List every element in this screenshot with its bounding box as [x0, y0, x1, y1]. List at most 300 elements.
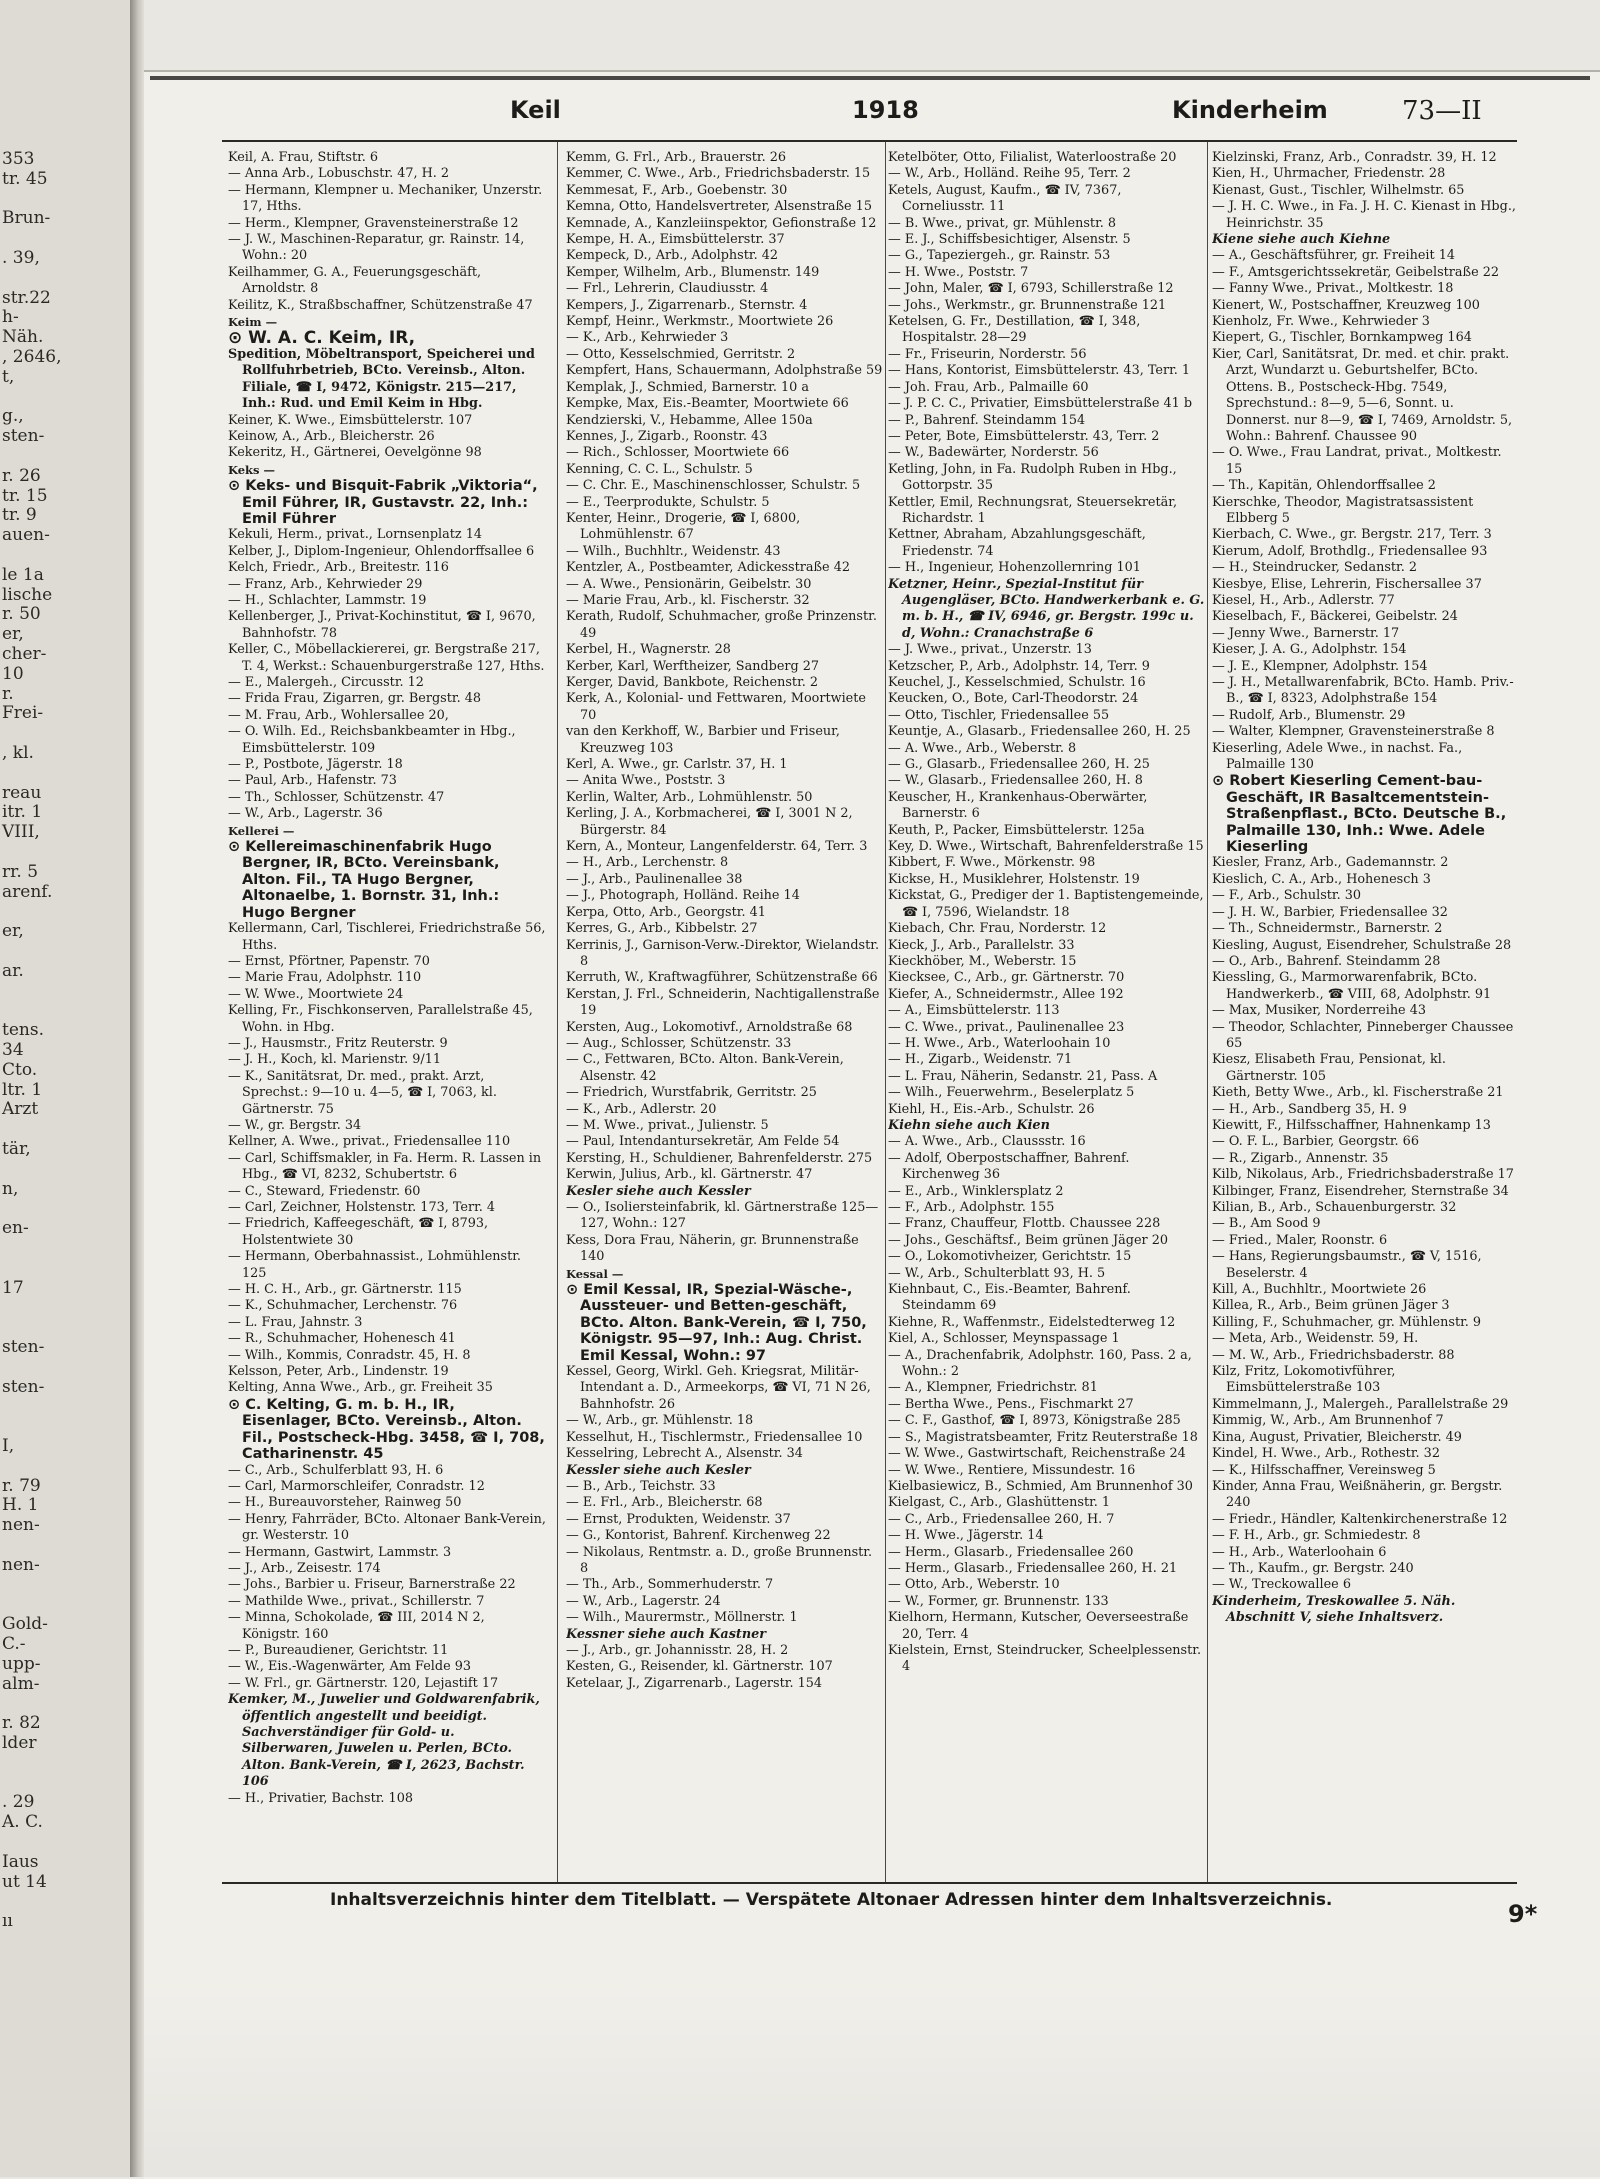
directory-entry: Kemplak, J., Schmied, Barnerstr. 10 a	[566, 379, 809, 395]
directory-entry: ⊙ Keks- und Bisquit-Fabrik „Viktoria“, Emil Führer, IR, Gustavstr. 22, Inh.: Emil Führer	[228, 478, 538, 527]
directory-entry: — A. Wwe., Pensionärin, Geibelstr. 30	[566, 576, 812, 592]
directory-entry: — F. H., Arb., gr. Schmiedestr. 8	[1212, 1528, 1421, 1544]
column-3	[888, 150, 1208, 1880]
directory-entry: Ketling, John, in Fa. Rudolph Ruben in Hbg., Gottorpstr. 35	[888, 461, 1177, 494]
header-page-number: 73—II	[1402, 96, 1482, 126]
directory-entry: — F., Arb., Adolphstr. 155	[888, 1200, 1055, 1215]
directory-entry: Kempeck, D., Arb., Adolphstr. 42	[566, 248, 779, 264]
directory-entry: — Joh. Frau, Arb., Palmaille 60	[888, 379, 1089, 395]
directory-entry: — H., Ingenieur, Hohenzollernring 101	[888, 560, 1141, 576]
directory-entry: — W., Eis.-Wagenwärter, Am Felde 93	[228, 1659, 472, 1675]
directory-entry: — Hermann, Oberbahnassist., Lohmühlenstr. 125	[228, 1249, 522, 1281]
directory-entry: Kiesel, H., Arb., Adlerstr. 77	[1212, 592, 1395, 608]
directory-entry: — Paul, Intendantursekretär, Am Felde 54	[566, 1134, 840, 1150]
directory-entry: — A. Wwe., Arb., Claussstr. 16	[888, 1134, 1086, 1150]
directory-entry: Kendzierski, V., Hebamme, Allee 150a	[566, 412, 813, 428]
directory-entry: — Th., Schlosser, Schützenstr. 47	[228, 789, 445, 805]
directory-entry: — Friedrich, Kaffeegeschäft, ☎ I, 8793, Holstentwiete 30	[228, 1216, 489, 1248]
directory-entry: Kemm, G. Frl., Arb., Brauerstr. 26	[566, 150, 787, 165]
directory-entry: Keinow, A., Arb., Bleicherstr. 26	[228, 428, 435, 444]
directory-entry: Keuscher, H., Krankenhaus-Oberwärter, Barnerstr. 6	[888, 789, 1148, 822]
directory-entry: — W., Arb., gr. Mühlenstr. 18	[566, 1413, 754, 1429]
directory-entry: Kiewitt, F., Hilfsschaffner, Hahnenkamp 13	[1212, 1117, 1491, 1133]
directory-entry: — Th., Arb., Sommerhuderstr. 7	[566, 1577, 774, 1593]
directory-entry: Kerger, David, Bankbote, Reichenstr. 2	[566, 675, 819, 690]
adjacent-page-fragment: Gold-	[2, 1614, 48, 1635]
directory-entry: Ketels, August, Kaufm., ☎ IV, 7367, Corneliusstr. 11	[888, 182, 1122, 215]
adjacent-page-fragment: sten-	[2, 1376, 45, 1397]
directory-entry: Kerruth, W., Kraftwagführer, Schützenstraße 66	[566, 970, 878, 986]
directory-entry: Spedition, Möbeltransport, Speicherei und Rollfuhrbetrieb, BCto. Vereinsb., Alton. Filiale, ☎ I, 9472, Königstr. 215—217, Inh.: Rud. und Emil Keim in Hbg.	[228, 346, 536, 412]
adjacent-page-fragment: . 39,	[2, 248, 40, 268]
directory-entry: — C., Steward, Friedenstr. 60	[228, 1183, 421, 1199]
directory-entry: — J. E., Klempner, Adolphstr. 154	[1212, 658, 1428, 674]
directory-entry: Kinderheim, Treskowallee 5. Näh. Abschnitt V, siehe Inhaltsverz.	[1212, 1593, 1456, 1626]
directory-entry: Keucken, O., Bote, Carl-Theodorstr. 24	[888, 691, 1139, 707]
directory-entry: Kerl, A. Wwe., gr. Carlstr. 37, H. 1	[566, 757, 788, 773]
directory-entry: — B. Wwe., privat, gr. Mühlenstr. 8	[888, 215, 1117, 231]
directory-entry: Kerres, G., Arb., Kibbelstr. 27	[566, 921, 758, 937]
directory-entry: — G., Tapeziergeh., gr. Rainstr. 53	[888, 248, 1111, 264]
directory-entry: — Th., Schneidermstr., Barnerstr. 2	[1212, 921, 1443, 937]
directory-entry: Kiebach, Chr. Frau, Norderstr. 12	[888, 921, 1107, 937]
directory-entry: — Friedr., Händler, Kaltenkirchenerstraße 12	[1212, 1511, 1508, 1527]
directory-entry: — Hermann, Gastwirt, Lammstr. 3	[228, 1544, 452, 1560]
directory-entry: Kiesz, Elisabeth Frau, Pensionat, kl. Gärtnerstr. 105	[1212, 1052, 1446, 1084]
directory-entry: Kieser, J. A. G., Adolphstr. 154	[1212, 642, 1407, 658]
directory-entry: — W., Arb., Lagerstr. 36	[228, 806, 383, 822]
adjacent-page-fragment: upp-	[2, 1653, 41, 1674]
directory-entry: — Otto, Arb., Weberstr. 10	[888, 1577, 1060, 1593]
directory-entry: — Ernst, Produkten, Weidenstr. 37	[566, 1511, 791, 1527]
directory-entry: — Carl, Schiffsmakler, in Fa. Herm. R. Lassen in Hbg., ☎ VI, 8232, Schubertstr. 6	[228, 1150, 542, 1183]
directory-entry: Kieth, Betty Wwe., Arb., kl. Fischerstraße 21	[1212, 1085, 1504, 1101]
directory-entry: Kemmer, C. Wwe., Arb., Friedrichsbaderstr. 15	[566, 166, 871, 182]
directory-entry: — O., Isoliersteinfabrik, kl. Gärtnerstraße 125—127, Wohn.: 127	[566, 1200, 879, 1232]
directory-entry: — Peter, Bote, Eimsbüttelerstr. 43, Terr. 2	[888, 428, 1160, 444]
directory-entry: Ketelaar, J., Zigarrenarb., Lagerstr. 154	[566, 1675, 823, 1691]
directory-entry: Kelting, Anna Wwe., Arb., gr. Freiheit 35	[228, 1380, 493, 1396]
directory-entry: Kerlin, Walter, Arb., Lohmühlenstr. 50	[566, 789, 813, 805]
directory-entry: ⊙ Robert Kieserling Cement-bau-Geschäft, IR Basaltcementstein-Straßenpflast., BCto. Deutsche B., Palmaille 130, Inh.: Wwe. Adele Kieserling	[1212, 773, 1507, 856]
directory-entry: Kiesbye, Elise, Lehrerin, Fischersallee 37	[1212, 576, 1482, 592]
footer-rule	[222, 1882, 1517, 1884]
directory-entry: — W., Arb., Holländ. Reihe 95, Terr. 2	[888, 166, 1131, 182]
header-last-entry: Kinderheim	[1172, 96, 1328, 124]
adjacent-page-fragment: cher-	[2, 644, 47, 664]
directory-entry: — J. H. W., Barbier, Friedensallee 32	[1212, 904, 1448, 920]
directory-entry: — Johs., Geschäftsf., Beim grünen Jäger 20	[888, 1232, 1168, 1248]
directory-entry: Kienert, W., Postschaffner, Kreuzweg 100	[1212, 297, 1480, 313]
directory-entry: Keks —	[228, 462, 276, 477]
directory-entry: — F., Arb., Schulstr. 30	[1212, 888, 1362, 904]
directory-entry: Keuchel, J., Kesselschmied, Schulstr. 16	[888, 675, 1146, 690]
directory-entry: Kiel, A., Schlosser, Meynspassage 1	[888, 1331, 1120, 1347]
directory-entry: Kimmig, W., Arb., Am Brunnenhof 7	[1212, 1413, 1444, 1429]
directory-entry: — O. Wwe., Frau Landrat, privat., Moltkestr. 15	[1212, 445, 1502, 477]
directory-entry: Kenning, C. C. L., Schulstr. 5	[566, 461, 753, 477]
directory-entry: — F., Amtsgerichtssekretär, Geibelstraße 22	[1212, 264, 1500, 280]
directory-entry: Kier, Carl, Sanitätsrat, Dr. med. et chir. prakt. Arzt, Wundarzt u. Geburtshelfer, BCto. Ottens. B., Postscheck-Hbg. 7549, Sprechstund.: 8—9, 5—6, Sonnt. u. Donnerst. nur 8—9, ☎ I, 7469, Arnoldstr. 5, Wohn.: Bahrenf. Chaussee 90	[1212, 346, 1513, 444]
adjacent-page-fragment: g.,	[2, 406, 24, 427]
directory-entry: Kekeritz, H., Gärtnerei, Oevelgönne 98	[228, 445, 482, 461]
adjacent-page-fragment: tär,	[2, 1139, 31, 1159]
adjacent-page-fragment: er,	[2, 921, 24, 942]
directory-entry: — Herm., Glasarb., Friedensallee 260	[888, 1544, 1134, 1560]
directory-entry: Keilhammer, G. A., Feuerungsgeschäft, Arnoldstr. 8	[228, 264, 482, 297]
adjacent-page-strip	[0, 0, 130, 2177]
directory-entry: — J., Arb., gr. Johannisstr. 28, H. 2	[566, 1642, 789, 1658]
directory-entry: — H., Schlachter, Lammstr. 19	[228, 592, 427, 608]
directory-entry: Kielgast, C., Arb., Glashüttenstr. 1	[888, 1495, 1111, 1511]
directory-entry: — E. J., Schiffsbesichtiger, Alsenstr. 5	[888, 232, 1131, 248]
directory-entry: — R., Zigarb., Annenstr. 35	[1212, 1150, 1389, 1166]
directory-entry: Keiner, K. Wwe., Eimsbüttelerstr. 107	[228, 412, 473, 428]
directory-entry: — H., Steindrucker, Sedanstr. 2	[1212, 560, 1418, 576]
directory-entry: — Hans, Kontorist, Eimsbüttelerstr. 43, Terr. 1	[888, 363, 1191, 379]
adjacent-page-fragment: Frei-	[2, 703, 44, 724]
adjacent-page-fragment: ıı	[2, 1911, 13, 1932]
adjacent-page-fragment: . 29	[2, 1792, 35, 1813]
directory-entry: Kellerei —	[228, 823, 295, 838]
directory-entry: Kerling, J. A., Korbmacherei, ☎ I, 3001 N 2, Bürgerstr. 84	[566, 806, 853, 838]
directory-entry: Ketelböter, Otto, Filialist, Waterloostraße 20	[888, 150, 1177, 165]
directory-entry: — J., Arb., Paulinenallee 38	[566, 871, 743, 887]
adjacent-page-fragment: t,	[2, 366, 15, 387]
directory-entry: Kiecksee, C., Arb., gr. Gärtnerstr. 70	[888, 970, 1125, 986]
directory-entry: — Rich., Schlosser, Moortwiete 66	[566, 445, 790, 461]
directory-entry: — Nikolaus, Rentmstr. a. D., große Brunnenstr. 8	[566, 1544, 873, 1576]
directory-entry: Kellner, A. Wwe., privat., Friedensallee 110	[228, 1134, 511, 1150]
directory-entry: Kiene siehe auch Kiehne	[1212, 232, 1391, 248]
directory-entry: — S., Magistratsbeamter, Fritz Reuterstraße 18	[888, 1429, 1198, 1445]
directory-entry: — Franz, Chauffeur, Flottb. Chaussee 228	[888, 1216, 1161, 1232]
directory-entry: Kieslich, C. A., Arb., Hohenesch 3	[1212, 871, 1431, 887]
directory-entry: — K., Arb., Kehrwieder 3	[566, 330, 729, 346]
directory-entry: — H., Zigarb., Weidenstr. 71	[888, 1052, 1073, 1068]
directory-entry: Kiehnbaut, C., Eis.-Beamter, Bahrenf. Steindamm 69	[888, 1282, 1131, 1314]
directory-entry: — P., Bahrenf. Steindamm 154	[888, 412, 1086, 428]
directory-entry: — W. Wwe., Gastwirtschaft, Reichenstraße 24	[888, 1446, 1186, 1462]
directory-entry: — W., Arb., Lagerstr. 24	[566, 1593, 721, 1609]
directory-entry: Kempe, H. A., Eimsbüttelerstr. 37	[566, 232, 785, 248]
directory-entry: — W., Former, gr. Brunnenstr. 133	[888, 1593, 1109, 1609]
directory-entry: Kelber, J., Diplom-Ingenieur, Ohlendorffsallee 6	[228, 543, 535, 559]
adjacent-page-fragment: sten-	[2, 426, 45, 447]
adjacent-page-fragment: er,	[2, 624, 24, 645]
directory-entry: Kielstein, Ernst, Steindrucker, Scheelplessenstr. 4	[888, 1642, 1202, 1675]
directory-entry: Kierschke, Theodor, Magistratsassistent Elbberg 5	[1212, 494, 1474, 526]
directory-entry: Ketzner, Heinr., Spezial-Institut für Augengläser, BCto. Handwerkerbank e. G. m. b. H., ☎ IV, 6946, gr. Bergstr. 199c u. d, Wohn.: Cranachstraße 6	[888, 576, 1205, 641]
directory-entry: — P., Postbote, Jägerstr. 18	[228, 757, 403, 773]
directory-entry: — C. Wwe., privat., Paulinenallee 23	[888, 1019, 1125, 1035]
adjacent-page-fragment: nen-	[2, 1554, 40, 1575]
directory-entry: Kilbinger, Franz, Eisendreher, Sternstraße 34	[1212, 1183, 1509, 1199]
column-4	[1212, 150, 1517, 1880]
directory-entry: Killea, R., Arb., Beim grünen Jäger 3	[1212, 1298, 1450, 1314]
directory-entry: Kempke, Max, Eis.-Beamter, Moortwiete 66	[566, 396, 849, 412]
directory-entry: — A., Klempner, Friedrichstr. 81	[888, 1380, 1098, 1396]
directory-entry: — R., Schuhmacher, Hohenesch 41	[228, 1331, 456, 1347]
directory-entry: — Herm., Glasarb., Friedensallee 260, H. 21	[888, 1560, 1178, 1576]
directory-entry: — P., Bureaudiener, Gerichtstr. 11	[228, 1642, 449, 1658]
directory-entry: — J. Wwe., privat., Unzerstr. 13	[888, 642, 1092, 658]
adjacent-page-fragment: r. 79	[2, 1475, 41, 1496]
directory-entry: — H. Wwe., Jägerstr. 14	[888, 1528, 1044, 1544]
adjacent-page-fragment: rr. 5	[2, 861, 39, 882]
adjacent-page-fragment: ar.	[2, 960, 24, 981]
directory-entry: — Frl., Lehrerin, Claudiusstr. 4	[566, 281, 769, 297]
directory-entry: — Johs., Barbier u. Friseur, Barnerstraße 22	[228, 1577, 516, 1593]
directory-entry: Kielzinski, Franz, Arb., Conradstr. 39, H. 12	[1212, 150, 1497, 165]
directory-entry: — Fanny Wwe., Privat., Moltkestr. 18	[1212, 281, 1454, 297]
directory-entry: — K., Sanitätsrat, Dr. med., prakt. Arzt, Sprechst.: 9—10 u. 4—5, ☎ I, 7063, kl. Gärtnerstr. 75	[228, 1068, 497, 1117]
directory-entry: Kerrinis, J., Garnison-Verw.-Direktor, Wielandstr. 8	[566, 937, 880, 969]
directory-entry: Kiesling, August, Eisendreher, Schulstraße 28	[1212, 937, 1512, 953]
directory-entry: — H. Wwe., Poststr. 7	[888, 264, 1029, 280]
directory-entry: Kierum, Adolf, Brothdlg., Friedensallee 93	[1212, 543, 1488, 559]
directory-entry: — W., Arb., Schulterblatt 93, H. 5	[888, 1265, 1106, 1281]
adjacent-page-fragment: 10	[2, 663, 24, 684]
directory-entry: Kiesler, Franz, Arb., Gademannstr. 2	[1212, 855, 1449, 871]
directory-entry: Kempfert, Hans, Schauermann, Adolphstraße 59	[566, 363, 883, 379]
directory-entry: Kesten, G., Reisender, kl. Gärtnerstr. 107	[566, 1659, 833, 1675]
directory-entry: Ketelsen, G. Fr., Destillation, ☎ I, 348, Hospitalstr. 28—29	[888, 314, 1141, 346]
adjacent-page-fragment: auen-	[2, 525, 50, 546]
adjacent-page-fragment: sten-	[2, 1337, 45, 1357]
directory-entry: — Marie Frau, Arb., kl. Fischerstr. 32	[566, 592, 810, 608]
column-divider	[885, 142, 886, 1882]
signature-mark: 9*	[1508, 1900, 1538, 1928]
adjacent-page-fragment: r. 82	[2, 1713, 41, 1734]
adjacent-page-fragment: , kl.	[2, 743, 34, 763]
directory-entry: Kiehl, H., Eis.-Arb., Schulstr. 26	[888, 1101, 1095, 1117]
directory-entry: Kessler siehe auch Kesler	[566, 1462, 751, 1478]
directory-entry: — Walter, Klempner, Gravensteinerstraße 8	[1212, 724, 1495, 740]
directory-entry: — Adolf, Oberpostschaffner, Bahrenf. Kirchenweg 36	[888, 1150, 1130, 1183]
directory-entry: — Meta, Arb., Weidenstr. 59, H.	[1212, 1331, 1419, 1347]
directory-entry: — Henry, Fahrräder, BCto. Altonaer Bank-Verein, gr. Westerstr. 10	[228, 1511, 546, 1544]
directory-entry: — H. C. H., Arb., gr. Gärtnerstr. 115	[228, 1282, 462, 1298]
directory-entry: — J. H., Metallwarenfabrik, BCto. Hamb. Priv.-B., ☎ I, 8323, Adolphstraße 154	[1212, 675, 1514, 707]
adjacent-page-fragment: Iaus	[2, 1851, 39, 1872]
directory-entry: Kill, A., Buchhltr., Moortwiete 26	[1212, 1282, 1427, 1298]
adjacent-page-fragment: str.22	[2, 287, 51, 308]
book-gutter	[130, 0, 144, 2177]
adjacent-page-fragment: h-	[2, 307, 19, 328]
directory-entry: — W. Wwe., Rentiere, Missundestr. 16	[888, 1462, 1136, 1478]
directory-entry: — C. F., Gasthof, ☎ I, 8973, Königstraße 285	[888, 1413, 1181, 1429]
directory-entry: Ketzscher, P., Arb., Adolphstr. 14, Terr. 9	[888, 658, 1150, 674]
adjacent-page-fragment: reau	[2, 782, 42, 803]
directory-entry: — B., Arb., Teichstr. 33	[566, 1478, 716, 1494]
adjacent-page-fragment: C.-	[2, 1634, 26, 1654]
directory-entry: — Fr., Friseurin, Norderstr. 56	[888, 346, 1087, 362]
directory-entry: Keilitz, K., Straßbschaffner, Schützenstraße 47	[228, 297, 533, 313]
directory-entry: Kinder, Anna Frau, Weißnäherin, gr. Bergstr. 240	[1212, 1478, 1503, 1511]
directory-entry: — A. Wwe., Arb., Weberstr. 8	[888, 740, 1077, 756]
directory-entry: — J. W., Maschinen-Reparatur, gr. Rainstr. 14, Wohn.: 20	[228, 232, 525, 264]
directory-entry: Kienast, Gust., Tischler, Wilhelmstr. 65	[1212, 182, 1465, 198]
adjacent-page-fragment: I,	[2, 1436, 15, 1456]
directory-entry: — E., Malergeh., Circusstr. 12	[228, 675, 424, 690]
directory-entry: Kellenberger, J., Privat-Kochinstitut, ☎ I, 9670, Bahnhofstr. 78	[228, 609, 536, 641]
directory-entry: Kiefer, A., Schneidermstr., Allee 192	[888, 986, 1124, 1002]
directory-entry: Kelsson, Peter, Arb., Lindenstr. 19	[228, 1364, 449, 1380]
directory-entry: ⊙ C. Kelting, G. m. b. H., IR, Eisenlager, BCto. Vereinsb., Alton. Fil., Postscheck-Hbg. 3458, ☎ I, 708, Catharinenstr. 45	[228, 1396, 545, 1463]
adjacent-page-fragment: 353	[2, 149, 35, 169]
adjacent-page-fragment: Brun-	[2, 208, 51, 229]
directory-entry: — O. F. L., Barbier, Georgstr. 66	[1212, 1134, 1419, 1150]
header-rule	[222, 140, 1517, 142]
directory-entry: Kennes, J., Zigarb., Roonstr. 43	[566, 428, 768, 444]
directory-entry: — C., Arb., Friedensallee 260, H. 7	[888, 1511, 1115, 1527]
column-1	[228, 150, 546, 1880]
directory-entry: Keuntje, A., Glasarb., Friedensallee 260, H. 25	[888, 724, 1191, 740]
directory-entry: Kieck, J., Arb., Parallelstr. 33	[888, 937, 1075, 953]
directory-entry: — A., Drachenfabrik, Adolphstr. 160, Pass. 2 a, Wohn.: 2	[888, 1347, 1192, 1380]
adjacent-page-fragment: r.	[2, 683, 14, 704]
directory-entry: — Herm., Klempner, Gravensteinerstraße 12	[228, 215, 519, 231]
directory-entry: — Mathilde Wwe., privat., Schillerstr. 7	[228, 1593, 485, 1609]
directory-entry: — B., Am Sood 9	[1212, 1216, 1321, 1232]
directory-entry: — Hans, Regierungsbaumstr., ☎ V, 1516, Beselerstr. 4	[1212, 1249, 1482, 1281]
directory-entry: — Hermann, Klempner u. Mechaniker, Unzerstr. 17, Hths.	[228, 182, 543, 215]
directory-entry: — G., Kontorist, Bahrenf. Kirchenweg 22	[566, 1528, 831, 1544]
directory-entry: — Rudolf, Arb., Blumenstr. 29	[1212, 707, 1406, 723]
directory-entry: Kesselhut, H., Tischlermstr., Friedensallee 10	[566, 1429, 863, 1445]
directory-entry: — O., Lokomotivheizer, Gerichtstr. 15	[888, 1249, 1132, 1265]
directory-entry: — Bertha Wwe., Pens., Fischmarkt 27	[888, 1396, 1134, 1412]
adjacent-page-fragment: itr. 1	[2, 802, 43, 823]
directory-entry: — J., Hausmstr., Fritz Reuterstr. 9	[228, 1035, 448, 1051]
directory-entry: — M. W., Arb., Friedrichsbaderstr. 88	[1212, 1347, 1455, 1363]
adjacent-page-fragment: Näh.	[2, 327, 44, 348]
directory-entry: — O. Wilh. Ed., Reichsbankbeamter in Hbg., Eimsbüttelerstr. 109	[228, 724, 516, 756]
directory-entry: Kemper, Wilhelm, Arb., Blumenstr. 149	[566, 264, 820, 280]
directory-entry: — J. P. C. C., Privatier, Eimsbüttelerstraße 41 b	[888, 396, 1193, 412]
directory-entry: Keuth, P., Packer, Eimsbüttelerstr. 125a	[888, 822, 1145, 838]
directory-entry: Kentzler, A., Postbeamter, Adickesstraße 42	[566, 560, 850, 576]
directory-entry: — C., Fettwaren, BCto. Alton. Bank-Verein, Alsenstr. 42	[566, 1052, 844, 1084]
directory-entry: — Anna Arb., Lobuschstr. 47, H. 2	[228, 166, 450, 182]
page-bottom-margin	[144, 1990, 1600, 2177]
directory-entry: Kilian, B., Arb., Schauenburgerstr. 32	[1212, 1200, 1457, 1215]
directory-entry: — Th., Kapitän, Ohlendorffsallee 2	[1212, 478, 1436, 494]
directory-entry: Kiepert, G., Tischler, Bornkampweg 164	[1212, 330, 1472, 346]
directory-entry: — O., Arb., Bahrenf. Steindamm 28	[1212, 953, 1441, 969]
directory-entry: Kessner siehe auch Kastner	[566, 1626, 767, 1642]
directory-entry: — Carl, Zeichner, Holstenstr. 173, Terr. 4	[228, 1200, 496, 1215]
directory-entry: Kettler, Emil, Rechnungsrat, Steuersekretär, Richardstr. 1	[888, 494, 1178, 526]
directory-entry: Kien, H., Uhrmacher, Friedenstr. 28	[1212, 166, 1446, 182]
directory-entry: Kerk, A., Kolonial- und Fettwaren, Moortwiete 70	[566, 691, 866, 723]
directory-entry: — Carl, Marmorschleifer, Conradstr. 12	[228, 1478, 485, 1494]
directory-entry: Kelling, Fr., Fischkonserven, Parallelstraße 45, Wohn. in Hbg.	[228, 1003, 533, 1035]
directory-entry: Keil, A. Frau, Stiftstr. 6	[228, 150, 379, 165]
directory-entry: — W., gr. Bergstr. 34	[228, 1117, 362, 1133]
top-frame-line	[150, 76, 1590, 80]
adjacent-page-fragment: r. 50	[2, 604, 41, 625]
directory-entry: Kilb, Nikolaus, Arb., Friedrichsbaderstraße 17	[1212, 1167, 1514, 1183]
directory-entry: — W., Badewärter, Norderstr. 56	[888, 445, 1099, 461]
adjacent-page-fragment: ltr. 1	[2, 1079, 43, 1100]
adjacent-page-fragment: arenf.	[2, 881, 53, 902]
directory-entry: Kersting, H., Schuldiener, Bahrenfelderstr. 275	[566, 1150, 873, 1166]
directory-entry: Kickse, H., Musiklehrer, Holstenstr. 19	[888, 871, 1140, 887]
adjacent-page-fragment: H. 1	[2, 1495, 39, 1516]
directory-entry: — C. Chr. E., Maschinenschlosser, Schulstr. 5	[566, 478, 861, 494]
directory-entry: Kiehn siehe auch Kien	[888, 1117, 1050, 1133]
directory-entry: — E., Teerprodukte, Schulstr. 5	[566, 494, 770, 510]
directory-entry: Kesselring, Lebrecht A., Alsenstr. 34	[566, 1446, 803, 1462]
adjacent-page-fragment: ut 14	[2, 1871, 47, 1892]
directory-entry: — M. Frau, Arb., Wohlersallee 20,	[228, 707, 449, 723]
directory-entry: Kienholz, Fr. Wwe., Kehrwieder 3	[1212, 314, 1430, 330]
directory-entry: Kelch, Friedr., Arb., Breitestr. 116	[228, 560, 449, 576]
directory-entry: — Marie Frau, Adolphstr. 110	[228, 970, 422, 986]
adjacent-page-fragment: Arzt	[2, 1099, 39, 1120]
directory-entry: Kemker, M., Juwelier und Goldwarenfabrik, öffentlich angestellt und beeidigt. Sachverständiger für Gold- u. Silberwaren, Juwelen u. Perlen, BCto. Alton. Bank-Verein, ☎ I, 2623, Bachstr. 106	[228, 1692, 540, 1790]
adjacent-page-fragment: 34	[2, 1040, 24, 1060]
directory-entry: — Theodor, Schlachter, Pinneberger Chaussee 65	[1212, 1019, 1514, 1051]
directory-entry: Kessel, Georg, Wirkl. Geh. Kriegsrat, Militär-Intendant a. D., Armeekorps, ☎ VI, 71 N 26, Bahnhofstr. 26	[566, 1364, 871, 1412]
directory-entry: Killing, F., Schuhmacher, gr. Mühlenstr. 9	[1212, 1314, 1482, 1330]
adjacent-page-fragment: nen-	[2, 1515, 40, 1536]
adjacent-page-fragment: r. 26	[2, 465, 41, 486]
directory-entry: — Wilh., Maurermstr., Möllnerstr. 1	[566, 1610, 798, 1626]
adjacent-page-fragment: A. C.	[2, 1812, 43, 1833]
directory-entry: — Ernst, Pförtner, Papenstr. 70	[228, 953, 430, 969]
header-year: 1918	[852, 96, 919, 124]
directory-entry: Kerstan, J. Frl., Schneiderin, Nachtigallenstraße 19	[566, 986, 880, 1019]
directory-entry: Kiessling, G., Marmorwarenfabrik, BCto. Handwerkerb., ☎ VIII, 68, Adolphstr. 91	[1212, 970, 1492, 1002]
adjacent-page-fragment: 17	[2, 1277, 24, 1298]
directory-entry: — H., Bureauvorsteher, Rainweg 50	[228, 1495, 462, 1511]
directory-entry: ⊙ Kellereimaschinenfabrik Hugo Bergner, IR, BCto. Vereinsbank, Alton. Fil., TA Hugo Bergner, Altonaelbe, 1. Bornstr. 31, Inh.: Hugo Bergner	[228, 839, 500, 921]
column-divider	[557, 142, 558, 1882]
directory-entry: — Max, Musiker, Norderreihe 43	[1212, 1003, 1426, 1019]
adjacent-page-fragment: n,	[2, 1178, 19, 1199]
directory-entry: Kerbel, H., Wagnerstr. 28	[566, 642, 731, 658]
directory-entry: — Anita Wwe., Poststr. 3	[566, 773, 726, 789]
directory-entry: Kenter, Heinr., Drogerie, ☎ I, 6800, Lohmühlenstr. 67	[566, 510, 801, 543]
directory-entry: Kern, A., Monteur, Langenfelderstr. 64, Terr. 3	[566, 839, 868, 855]
directory-entry: — A., Eimsbüttelerstr. 113	[888, 1003, 1060, 1019]
directory-entry: — L. Frau, Jahnstr. 3	[228, 1314, 363, 1330]
directory-entry: — Paul, Arb., Hafenstr. 73	[228, 773, 397, 789]
directory-entry: Key, D. Wwe., Wirtschaft, Bahrenfelderstraße 15	[888, 839, 1204, 855]
directory-entry: — Wilh., Kommis, Conradstr. 45, H. 8	[228, 1347, 471, 1363]
directory-entry: Kempers, J., Zigarrenarb., Sternstr. 4	[566, 297, 808, 313]
adjacent-page-fragment: Cto.	[2, 1059, 38, 1080]
directory-entry: — J. H., Koch, kl. Marienstr. 9/11	[228, 1052, 441, 1068]
directory-entry: Kieserling, Adele Wwe., in nachst. Fa., Palmaille 130	[1212, 740, 1463, 773]
directory-entry: Kindel, H. Wwe., Arb., Rothestr. 32	[1212, 1446, 1440, 1462]
adjacent-page-fragment: lder	[2, 1733, 37, 1753]
directory-entry: Kemnade, A., Kanzleiinspektor, Gefionstraße 12	[566, 215, 877, 231]
directory-entry: — Fried., Maler, Roonstr. 6	[1212, 1232, 1388, 1248]
directory-entry: Kemna, Otto, Handelsvertreter, Alsenstraße 15	[566, 199, 872, 215]
directory-entry: — Frida Frau, Zigarren, gr. Bergstr. 48	[228, 691, 482, 707]
directory-entry: Kemmesat, F., Arb., Goebenstr. 30	[566, 182, 788, 198]
directory-entry: Kerber, Karl, Werftheizer, Sandberg 27	[566, 658, 820, 674]
column-divider	[1207, 142, 1208, 1882]
directory-entry: Kielbasiewicz, B., Schmied, Am Brunnenhof 30	[888, 1478, 1193, 1494]
directory-entry: — Jenny Wwe., Barnerstr. 17	[1212, 625, 1400, 641]
directory-entry: — H., Arb., Waterloohain 6	[1212, 1544, 1387, 1560]
directory-entry: Kickstat, G., Prediger der 1. Baptistengemeinde, ☎ I, 7596, Wielandstr. 18	[888, 888, 1204, 920]
